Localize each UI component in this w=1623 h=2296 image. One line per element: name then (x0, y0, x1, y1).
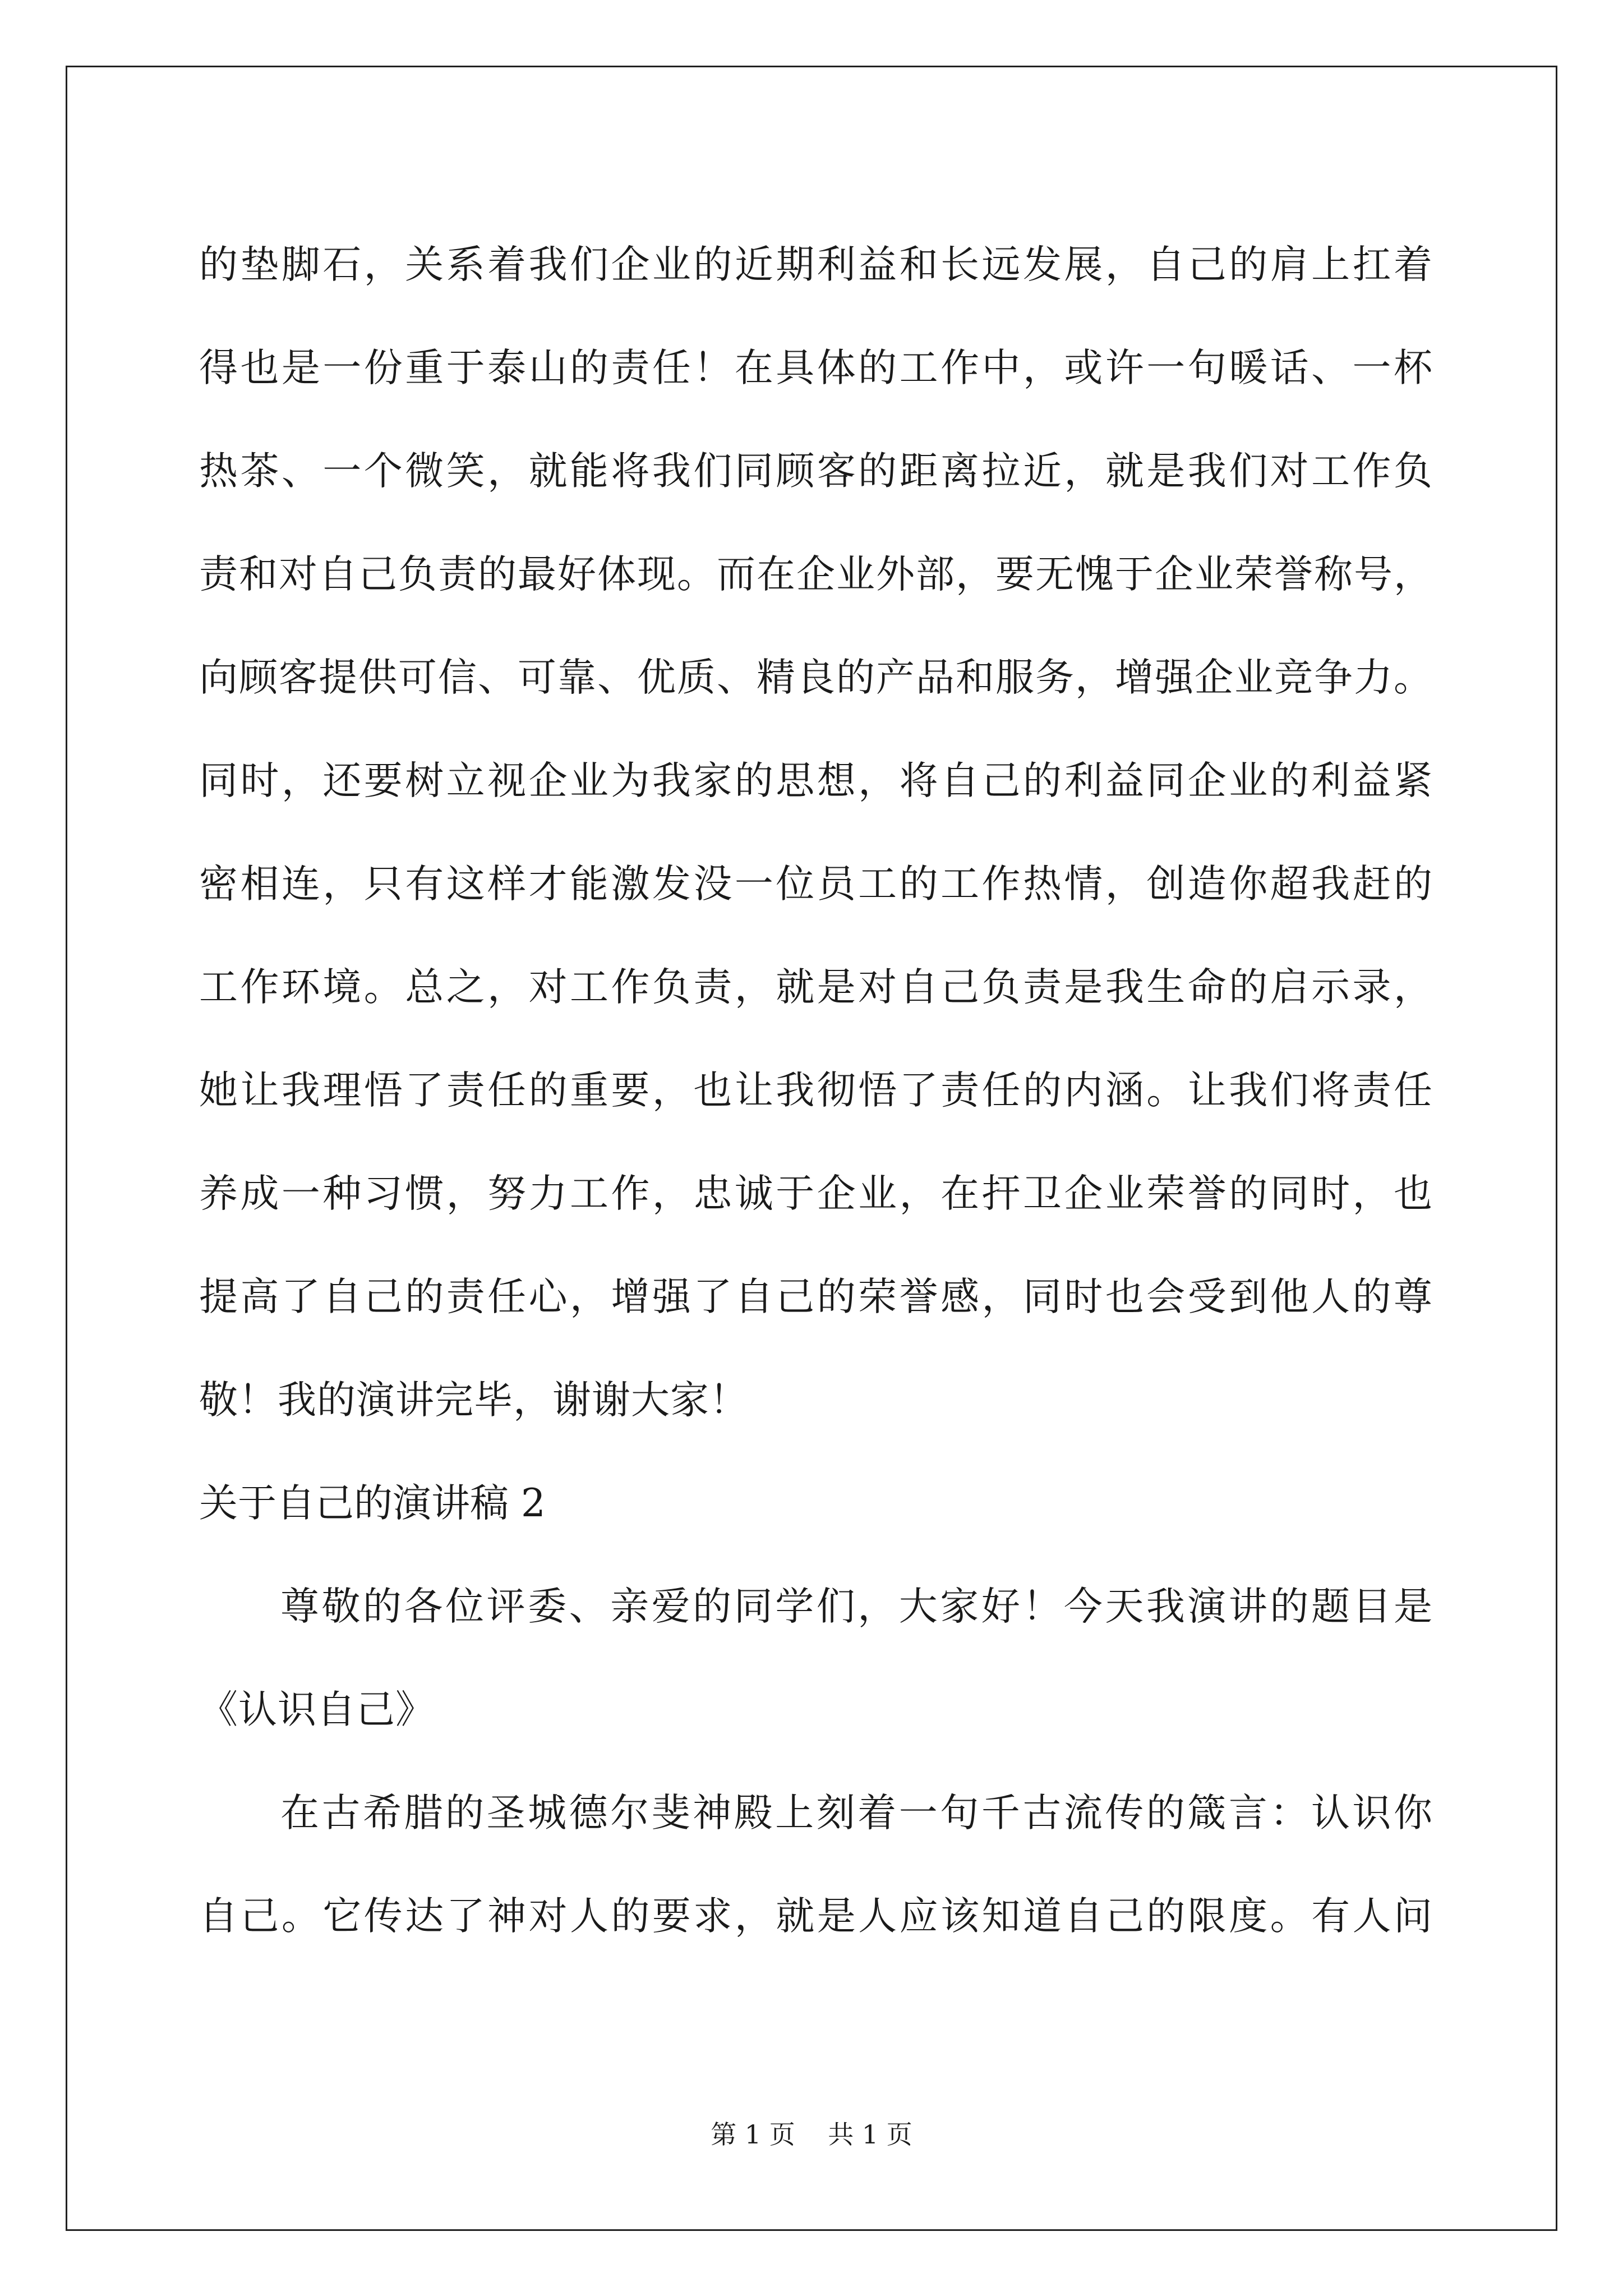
body-line: 提高了自己的责任心，增强了自己的荣誉感，同时也会受到他人的尊 (199, 1274, 1433, 1319)
document-body (199, 213, 1433, 1968)
page-total: 共 1 页 (828, 2119, 912, 2150)
body-line: 敬！我的演讲完毕，谢谢大家！ (199, 1378, 749, 1423)
section-heading: 关于自己的演讲稿 2 (199, 1481, 546, 1526)
body-line: 得也是一份重于泰山的责任！在具体的工作中，或许一句暖话、一杯 (199, 346, 1433, 390)
paragraph-line: 《认识自己》 (199, 1687, 435, 1732)
body-line: 责和对自己负责的最好体现。而在企业外部，要无愧于企业荣誉称号， (199, 552, 1433, 597)
body-line: 她让我理悟了责任的重要，也让我彻悟了责任的内涵。让我们将责任 (199, 1068, 1433, 1113)
page-footer (0, 2118, 1623, 2151)
paragraph-line: 自己。它传达了神对人的要求，就是人应该知道自己的限度。有人问 (199, 1894, 1433, 1939)
body-line: 工作环境。总之，对工作负责，就是对自己负责是我生命的启示录， (199, 965, 1433, 1010)
body-line: 热茶、一个微笑，就能将我们同顾客的距离拉近，就是我们对工作负 (199, 449, 1433, 494)
body-line: 的垫脚石，关系着我们企业的近期利益和长远发展，自己的肩上扛着 (199, 242, 1433, 287)
page-number: 第 1 页 (711, 2119, 795, 2150)
paragraph-line: 在古希腊的圣城德尔斐神殿上刻着一句千古流传的箴言：认识你 (280, 1791, 1433, 1835)
body-line: 养成一种习惯，努力工作，忠诚于企业，在扞卫企业荣誉的同时，也 (199, 1171, 1433, 1216)
body-line: 密相连，只有这样才能激发没一位员工的工作热情，创造你超我赶的 (199, 862, 1433, 907)
body-line: 向顾客提供可信、可靠、优质、精良的产品和服务，增强企业竞争力。 (199, 655, 1433, 700)
body-line: 同时，还要树立视企业为我家的思想，将自己的利益同企业的利益紧 (199, 758, 1433, 803)
paragraph-line: 尊敬的各位评委、亲爱的同学们，大家好！今天我演讲的题目是 (280, 1584, 1433, 1629)
